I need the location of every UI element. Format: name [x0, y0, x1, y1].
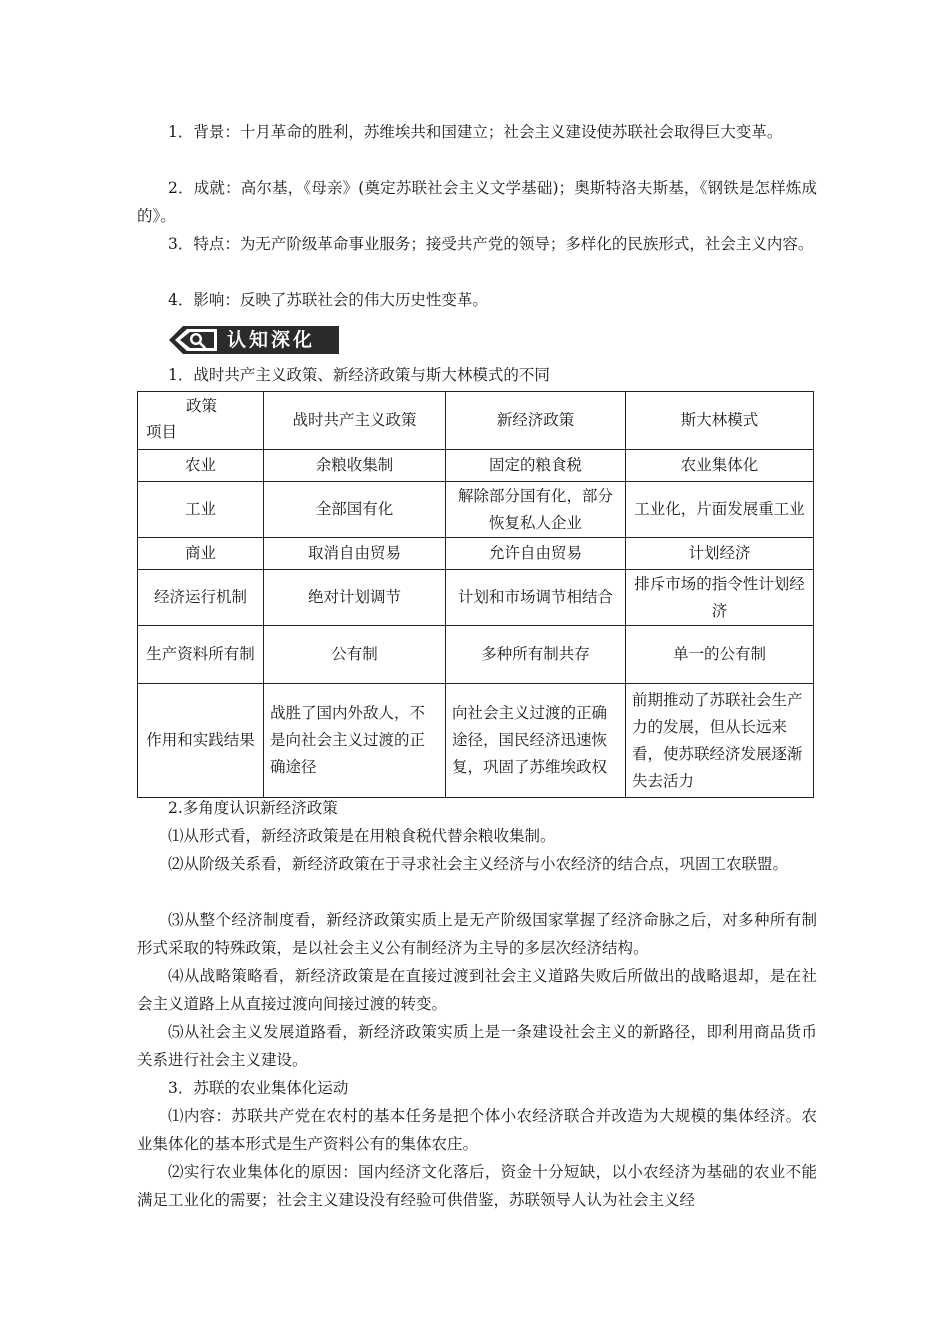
- row-label: 生产资料所有制: [138, 626, 264, 684]
- row-label: 工业: [138, 482, 264, 538]
- table-cell: 公有制: [264, 626, 446, 684]
- table-cell: 战胜了国内外敌人，不是向社会主义过渡的正确途径: [264, 684, 446, 798]
- row-label: 农业: [138, 450, 264, 482]
- table-cell: 向社会主义过渡的正确途径，国民经济迅速恢复，巩固了苏维埃政权: [446, 684, 626, 798]
- table-row: [138, 684, 814, 798]
- column-header: 斯大林模式: [626, 392, 814, 450]
- table-cell: 全部国有化: [264, 482, 446, 538]
- banner-label: 认知深化: [227, 329, 316, 351]
- section2-item: ⑷从战略策略看，新经济政策是在直接过渡到社会主义道路失败后所做出的战略退却，是在社会主义道路上从直接过渡向间接过渡的转变。: [137, 967, 817, 1013]
- table-cell: 取消自由贸易: [264, 538, 446, 570]
- column-header: 战时共产主义政策: [264, 392, 446, 450]
- background-paragraph: 1．背景：十月革命的胜利，苏维埃共和国建立；社会主义建设使苏联社会取得巨大变革。: [168, 123, 783, 141]
- table-cell: 农业集体化: [626, 450, 814, 482]
- table-header-row: [138, 392, 814, 450]
- row-label: 作用和实践结果: [138, 684, 264, 798]
- corner-bottom-label: 项目: [146, 423, 178, 441]
- magnifier-icon: [188, 331, 206, 349]
- section2-item: ⑴从形式看，新经济政策是在用粮食税代替余粮收集制。: [168, 827, 556, 845]
- table-row: [138, 450, 814, 482]
- section2-heading: 2.多角度认识新经济政策: [168, 799, 338, 817]
- section2-item: ⑶从整个经济制度看，新经济政策实质上是无产阶级国家掌握了经济命脉之后，对多种所有制形式采取的特殊政策，是以社会主义公有制经济为主导的多层次经济结构。: [137, 911, 817, 957]
- corner-top-label: 政策: [186, 397, 218, 415]
- section2-item: ⑵从阶级关系看，新经济政策在于寻求社会主义经济与小农经济的结合点，巩固工农联盟。: [168, 855, 789, 873]
- table-cell: 前期推动了苏联社会生产力的发展，但从长远来看，使苏联经济发展逐渐失去活力: [626, 684, 814, 798]
- achievements-paragraph: 2．成就：高尔基，《母亲》(奠定苏联社会主义文学基础)；奥斯特洛夫斯基，《钢铁是怎样炼成的》。: [137, 179, 817, 225]
- table-row: [138, 570, 814, 626]
- row-label: 商业: [138, 538, 264, 570]
- table-cell: 工业化，片面发展重工业: [626, 482, 814, 538]
- section-banner: [165, 324, 341, 356]
- table-cell: 余粮收集制: [264, 450, 446, 482]
- section3-heading: 3．苏联的农业集体化运动: [168, 1079, 349, 1097]
- section3-item: ⑵实行农业集体化的原因：国内经济文化落后，资金十分短缺，以小农经济为基础的农业不能满足工业化的需要；社会主义建设没有经验可供借鉴，苏联领导人认为社会主义经: [137, 1163, 817, 1209]
- row-label: 经济运行机制: [138, 570, 264, 626]
- table-row: [138, 482, 814, 538]
- table-row: [138, 626, 814, 684]
- features-paragraph: 3．特点：为无产阶级革命事业服务；接受共产党的领导；多样化的民族形式，社会主义内容。: [168, 235, 814, 253]
- table-cell: 单一的公有制: [626, 626, 814, 684]
- table-cell: 绝对计划调节: [264, 570, 446, 626]
- table-cell: 多种所有制共存: [446, 626, 626, 684]
- table-cell: 计划和市场调节相结合: [446, 570, 626, 626]
- table-cell: 计划经济: [626, 538, 814, 570]
- section3-item: ⑴内容：苏联共产党在农村的基本任务是把个体小农经济联合并改造为大规模的集体经济。农业集体化的基本形式是生产资料公有的集体农庄。: [137, 1107, 817, 1153]
- policy-comparison-table: [137, 391, 814, 798]
- table-cell: 固定的粮食税: [446, 450, 626, 482]
- table-cell: 解除部分国有化，部分恢复私人企业: [446, 482, 626, 538]
- table-cell: 允许自由贸易: [446, 538, 626, 570]
- table-row: [138, 538, 814, 570]
- influence-paragraph: 4．影响：反映了苏联社会的伟大历史性变革。: [168, 291, 488, 309]
- section1-heading: 1．战时共产主义政策、新经济政策与斯大林模式的不同: [168, 366, 550, 384]
- column-header: 新经济政策: [446, 392, 626, 450]
- table-corner-cell: [138, 392, 264, 450]
- section2-item: ⑸从社会主义发展道路看，新经济政策实质上是一条建设社会主义的新路径，即利用商品货币关系进行社会主义建设。: [137, 1023, 817, 1069]
- table-cell: 排斥市场的指令性计划经济: [626, 570, 814, 626]
